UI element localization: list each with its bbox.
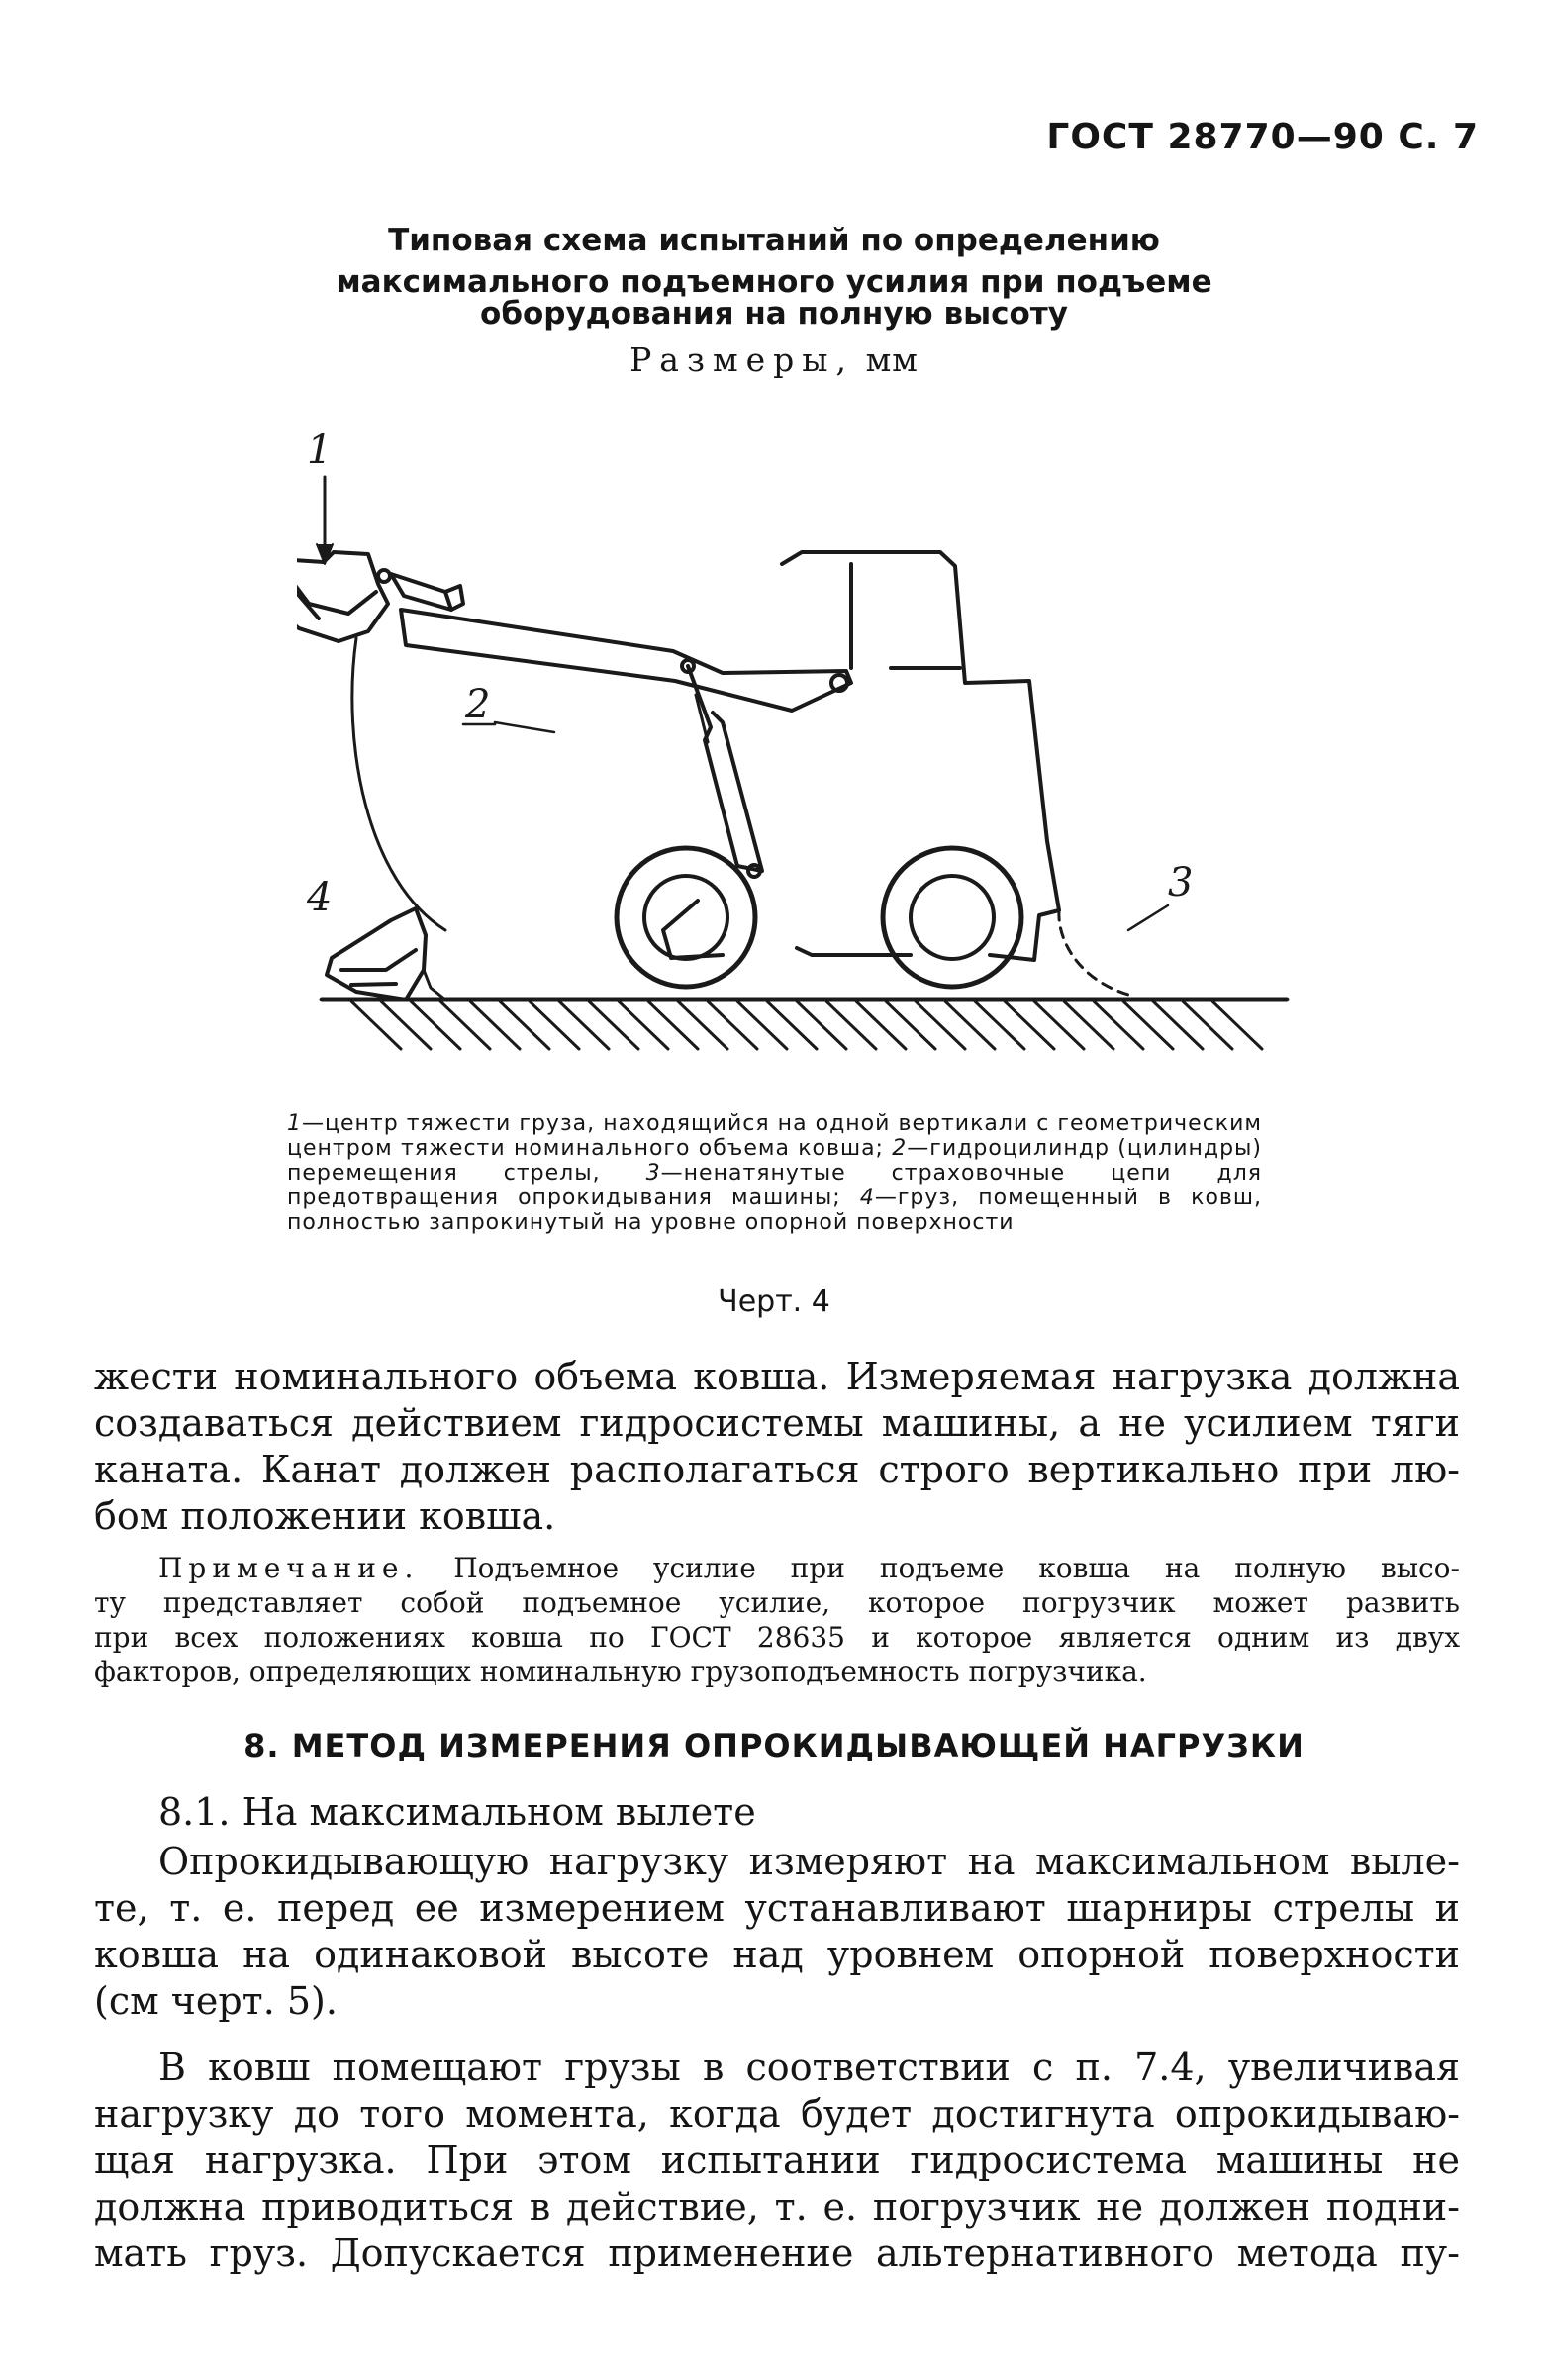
note-line: факторов, определяющих номинальную грузоподъемность погрузчика.: [94, 1656, 1147, 1688]
figure-subtitle-unit: мм: [865, 340, 919, 379]
figure-label-1: 1: [307, 428, 333, 473]
cab-window: [851, 564, 960, 668]
bucket-swing-arc: [352, 638, 445, 930]
caption-num-1: 1: [287, 1111, 302, 1136]
page-header: ГОСТ 28770—90 С. 7: [1046, 117, 1479, 157]
figure-subtitle-label: Размеры,: [629, 340, 855, 379]
front-wheel: [617, 848, 755, 987]
paragraph-line: нагрузку до того момента, когда будет достигнута опрокидываю-: [94, 2092, 1460, 2136]
note-line: ту представляет собой подъемное усилие, которое погрузчик может развить: [94, 1586, 1460, 1619]
loader-test-diagram: [297, 416, 1326, 1069]
raised-bucket: [297, 552, 388, 641]
paragraph-line: (см черт. 5).: [94, 1979, 338, 2023]
lift-cylinder: [688, 666, 762, 871]
figure-subtitle: [0, 340, 1548, 379]
subsection-heading: 8.1. На максимальном вылете: [158, 1790, 756, 1834]
paragraph-line: те, т. е. перед ее измерением устанавливают шарниры стрелы и: [94, 1886, 1460, 1930]
paragraph-line: мать груз. Допускается применение альтернативного метода пу-: [94, 2232, 1460, 2275]
figure-label-3: 3: [1168, 860, 1194, 905]
figure-caption: [287, 1111, 1262, 1235]
figure-number: Черт. 4: [718, 1285, 830, 1319]
caption-num-2: 2: [892, 1136, 908, 1161]
paragraph-line: ковша на одинаковой высоте над уровнем опорной поверхности: [94, 1933, 1460, 1976]
figure-label-4: 4: [307, 875, 333, 920]
paragraph-line: бом положении ковша.: [94, 1494, 556, 1538]
paragraph-line: должна приводиться в действие, т. е. погрузчик не должен подни-: [94, 2185, 1460, 2229]
paragraph-line: каната. Канат должен располагаться строго вертикально при лю-: [94, 1448, 1460, 1491]
paragraph-line: жести номинального объема ковша. Измеряемая нагрузка должна: [94, 1355, 1460, 1398]
caption-item-1: —центр тяжести груза, находящийся на одной вертикали с геометрическим центром тяжести номинального объема ковша;: [287, 1111, 1262, 1161]
note-text: Подъемное усилие при подъеме ковша на полную высо-: [453, 1552, 1460, 1584]
note-line: [158, 1551, 1460, 1585]
ground-hatching: [351, 1001, 1262, 1049]
paragraph-line: создаваться действием гидросистемы машины, а не усилием тяги: [94, 1401, 1460, 1445]
figure-label-2: 2: [465, 682, 491, 727]
caption-item-4: —груз, помещенный в ковш, полностью запрокинутый на уровне опорной поверхности: [287, 1186, 1263, 1235]
figure-title-line: Типовая схема испытаний по определению: [388, 223, 1160, 258]
paragraph-line: Опрокидывающую нагрузку измеряют на максимальном выле-: [158, 1840, 1460, 1883]
paragraph-line: щая нагрузка. При этом испытании гидросистема машины не: [94, 2139, 1460, 2182]
note-label: Примечание.: [158, 1552, 420, 1584]
caption-item-2: —гидроцилиндр (цилиндры) перемещения стрелы,: [287, 1136, 1263, 1186]
safety-chain: [1059, 910, 1128, 995]
note-line: при всех положениях ковша по ГОСТ 28635 и которое является одним из двух: [94, 1621, 1460, 1654]
figure-title-line: максимального подъемного усилия при подъеме: [336, 264, 1212, 300]
rear-wheel: [883, 848, 1021, 987]
paragraph-line: В ковш помещают грузы в соответствии с п. 7.4, увеличивая: [158, 2046, 1460, 2089]
caption-item-3: —ненатянутые страховочные цепи для предотвращения опрокидывания машины;: [287, 1161, 1262, 1210]
figure-title-line: оборудования на полную высоту: [480, 296, 1068, 332]
tilt-cylinder: [391, 574, 451, 610]
section-heading: 8. МЕТОД ИЗМЕРЕНИЯ ОПРОКИДЫВАЮЩЕЙ НАГРУЗКИ: [243, 1727, 1305, 1764]
caption-num-4: 4: [859, 1186, 875, 1210]
caption-num-3: 3: [645, 1161, 661, 1186]
